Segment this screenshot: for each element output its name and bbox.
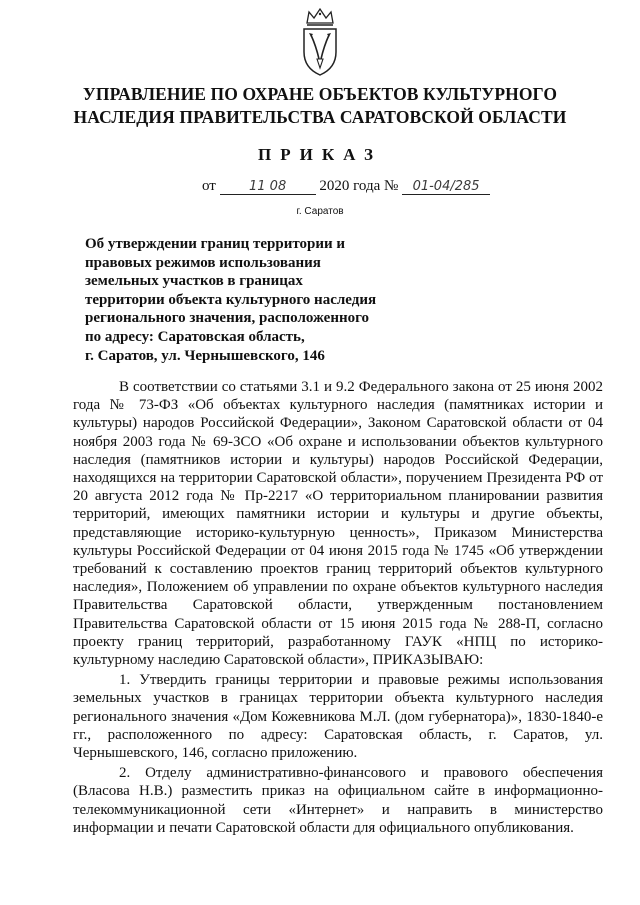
city-label: г. Саратов — [296, 206, 344, 217]
subject-line: земельных участков в границах — [85, 273, 303, 290]
handwritten-number: 01-04/285 — [402, 179, 490, 195]
subject-line: Об утверждении границ территории и — [85, 236, 346, 252]
date-prefix: от — [202, 178, 216, 194]
subject-line: г. Саратов, ул. Чернышевского, 146 — [85, 347, 325, 364]
order-body — [73, 378, 603, 837]
coat-of-arms-emblem — [300, 6, 340, 78]
order-subject — [85, 235, 415, 365]
subject-line: регионального значения, расположенного — [85, 310, 370, 327]
year-label: 2020 года № — [319, 178, 399, 194]
org-line-1: УПРАВЛЕНИЕ ПО ОХРАНЕ ОБЪЕКТОВ КУЛЬТУРНОГО — [82, 84, 558, 104]
organization-name — [0, 83, 640, 129]
handwritten-date: 11 08 — [220, 179, 316, 195]
subject-line: территории объекта культурного наследия — [85, 291, 377, 308]
clause-1-paragraph: 1. Утвердить границы территории и правовые режимы использования земельных участков в границах территории объекта культурного наследия регионального значения «Дом Кожевникова М.Л. (дом губернатора)», 1830-1840-е гг., расположенного по адресу: Саратовская область, г. Саратов, ул. Чернышевского, 146, согласно приложению. — [73, 672, 603, 762]
date-number-line — [202, 178, 490, 195]
preamble-paragraph: В соответствии со статьями 3.1 и 9.2 Федерального закона от 25 июня 2002 года № 73-ФЗ «Об объектах культурного наследия (памятниках истории и культуры) народов Российской Федерации», Законом Саратовской области от 04 ноября 2003 года № 69-ЗСО «Об охране и использовании объектов культурного наследия (памятников истории и культуры) народов Российской Федерации, находящихся на территории Саратовской области», поручением Президента РФ от 20 августа 2012 года № Пр-2217 «О территориальном планировании развития территорий, имеющих памятники истории и культуры и другие объекты, представляющие историко-культурную ценность», Приказом Министерства культуры Российской Федерации от 04 июня 2015 года № 1745 «Об утверждении требований к составлению проектов границ территорий объектов культурного наследия», Положением об управлении по охране объектов культурного наследия Правительства Саратовской области, утвержденным постановлением Правительства Саратовской области от 15 июня 2015 года № 288-П, согласно проекту границ территорий, разработанному ГАУК «НПЦ по историко-культурному наследию Саратовской области», ПРИКАЗЫВАЮ: — [73, 379, 603, 669]
clause-2-paragraph: 2. Отделу административно-финансового и правового обеспечения (Власова Н.В.) разместить приказ на официальном сайте в информационно-телекоммуникационной сети «Интернет» и направить в министерство информации и печати Саратовской области для официального опубликования. — [73, 765, 603, 836]
subject-line: правовых режимов использования — [85, 254, 321, 271]
subject-line: по адресу: Саратовская область, — [85, 328, 305, 345]
document-type: ПРИКАЗ — [258, 145, 382, 164]
org-line-2: НАСЛЕДИЯ ПРАВИТЕЛЬСТВА САРАТОВСКОЙ ОБЛАСТИ — [73, 107, 567, 127]
